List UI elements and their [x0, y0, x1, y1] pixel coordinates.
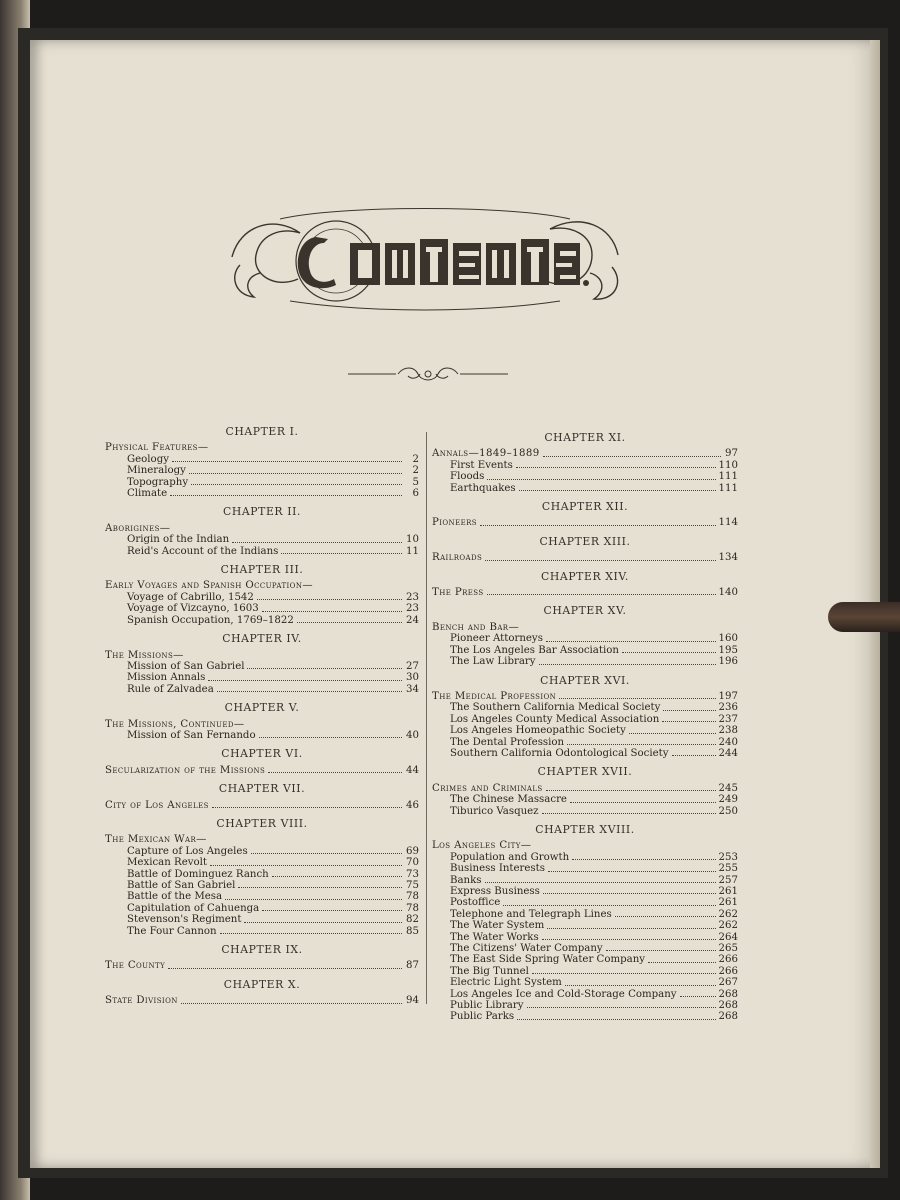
toc-entry-page: 262 [718, 920, 738, 932]
dot-leader [629, 733, 716, 734]
toc-entry-page: 23 [406, 591, 419, 603]
toc-entry [105, 995, 419, 1006]
toc-entry-page: 97 [725, 448, 738, 460]
bookmark-ribbon [828, 602, 900, 632]
toc-entry-title: The Medical Profession [432, 690, 557, 702]
section-heading: Los Angeles City— [432, 840, 532, 852]
toc-entry-title: Electric Light System [450, 977, 562, 989]
dot-leader [220, 933, 402, 934]
toc-entry-title: The Citizens' Water Company [450, 943, 603, 955]
dot-leader [487, 479, 715, 480]
chapter-heading: CHAPTER XVII. [537, 765, 633, 779]
toc-entry-page: 245 [718, 782, 738, 794]
toc-entry-page: 266 [718, 954, 738, 966]
toc-entry-title: Postoffice [450, 897, 501, 909]
toc-entry-title: Climate [127, 488, 168, 500]
dot-leader [543, 456, 721, 457]
section-heading: The Mexican War— [105, 834, 207, 846]
toc-entry-title: State Division [105, 995, 178, 1007]
toc-entry-page: 73 [406, 868, 419, 880]
toc-entry [105, 477, 419, 488]
chapter-heading: CHAPTER XIV. [541, 569, 629, 583]
toc-entry-page: 262 [718, 908, 738, 920]
toc-entry-page: 70 [406, 857, 419, 869]
toc-entry [105, 465, 419, 476]
toc-entry-title: Battle of the Mesa [127, 891, 223, 903]
toc-entry-title: Telephone and Telegraph Lines [450, 908, 612, 920]
toc-entry [105, 672, 419, 683]
toc-entry-title: Pioneers [432, 517, 477, 529]
toc-entry-page: 40 [406, 729, 419, 741]
toc-entry-page: 111 [718, 482, 738, 494]
section-heading: The Missions— [105, 649, 184, 661]
toc-entry-title: Stevenson's Regiment [127, 914, 242, 926]
toc-entry-page: 46 [406, 799, 419, 811]
dot-leader [559, 698, 715, 699]
dot-leader [542, 813, 716, 814]
toc-entry-page: 253 [718, 851, 738, 863]
toc-entry-title: Banks [450, 874, 482, 886]
toc-entry [105, 869, 419, 880]
dot-leader [232, 542, 402, 543]
toc-entry-page: 69 [406, 845, 419, 857]
dot-leader [680, 996, 716, 997]
toc-entry-title: Population and Growth [450, 851, 570, 863]
dot-leader [516, 467, 716, 468]
toc-left-column [105, 426, 419, 1007]
toc-entry-page: 268 [718, 1011, 738, 1023]
dot-leader [572, 859, 715, 860]
toc-entry-title: Mineralogy [127, 465, 186, 477]
dot-leader [546, 641, 716, 642]
chapter-heading: CHAPTER I. [225, 425, 299, 438]
toc-entry-title: Capitulation of Cahuenga [127, 902, 260, 914]
toc-entry [105, 454, 419, 465]
dot-leader [648, 962, 715, 963]
toc-entry-page: 75 [406, 880, 419, 891]
dot-leader [672, 755, 716, 756]
toc-entry-page: 267 [718, 977, 738, 989]
toc-entry-page: 2 [412, 465, 419, 477]
toc-entry [105, 615, 419, 626]
toc-entry-page: 78 [406, 902, 419, 914]
dot-leader [615, 916, 716, 917]
toc-entry-title: Topography [127, 476, 189, 488]
toc-entry [432, 954, 738, 965]
chapter-heading: CHAPTER V. [224, 701, 300, 715]
toc-entry-title: Mission of San Fernando [127, 729, 256, 741]
toc-entry [105, 603, 419, 614]
dot-leader [485, 560, 715, 561]
chapter-heading: CHAPTER II. [223, 505, 301, 519]
toc-entry-page: 94 [406, 995, 419, 1007]
toc-entry [105, 592, 419, 603]
toc-entry-title: Pioneer Attorneys [450, 633, 543, 645]
toc-entry [432, 943, 738, 954]
dot-leader [547, 928, 715, 929]
toc-entry [105, 534, 419, 545]
chapter-heading: CHAPTER XVI. [540, 673, 630, 687]
toc-entry-title: Crimes and Criminals [432, 782, 543, 794]
dot-leader [272, 876, 402, 877]
toc-entry-title: Tiburico Vasquez [450, 805, 539, 817]
chapter-heading: CHAPTER XVIII. [535, 822, 635, 836]
dot-leader [297, 622, 402, 623]
toc-entry [105, 960, 419, 971]
toc-entry-page: 268 [718, 988, 738, 1000]
toc-entry [105, 857, 419, 868]
toc-entry-page: 78 [406, 891, 419, 903]
toc-entry-page: 237 [718, 713, 738, 725]
toc-entry [432, 932, 738, 943]
toc-entry-page: 196 [718, 656, 738, 668]
toc-entry [105, 891, 419, 902]
toc-entry-title: Railroads [432, 552, 483, 564]
toc-entry [432, 806, 738, 817]
dot-leader [567, 744, 715, 745]
dot-leader [570, 802, 716, 803]
toc-right-column [432, 432, 738, 1023]
toc-entry [432, 552, 738, 563]
toc-entry-title: The East Side Spring Water Company [450, 954, 646, 966]
toc-entry-page: 114 [718, 517, 738, 529]
chapter-heading: CHAPTER IV. [222, 632, 302, 646]
toc-entry [432, 783, 738, 794]
toc-entry-title: Battle of San Gabriel [127, 880, 236, 891]
toc-entry-title: The County [105, 960, 166, 972]
toc-entry [105, 903, 419, 914]
dot-leader [181, 1003, 402, 1004]
toc-entry [105, 800, 419, 811]
toc-entry [105, 926, 419, 937]
toc-entry-title: Mission of San Gabriel [127, 660, 245, 672]
toc-entry-title: Express Business [450, 886, 540, 897]
dot-leader [247, 668, 402, 669]
dot-leader [257, 599, 402, 600]
dot-leader [251, 853, 402, 854]
chapter-heading: CHAPTER XII. [541, 500, 629, 514]
dot-leader [172, 461, 402, 462]
toc-entry-title: Los Angeles County Medical Association [450, 713, 660, 725]
toc-entry [432, 737, 738, 748]
toc-entry-title: Secularization of the Missions [105, 764, 266, 776]
dot-leader [217, 691, 402, 692]
toc-entry-page: 111 [718, 471, 738, 483]
toc-entry-page: 24 [406, 614, 419, 626]
toc-entry-title: Earthquakes [450, 482, 516, 494]
toc-entry-title: Mexican Revolt [127, 857, 207, 869]
toc-entry-page: 240 [718, 736, 738, 748]
dot-leader [262, 611, 402, 612]
toc-entry [105, 914, 419, 925]
chapter-heading: CHAPTER VII. [218, 782, 306, 796]
toc-entry-title: Rule of Zalvadea [127, 683, 214, 695]
toc-entry-page: 244 [718, 747, 738, 759]
dot-leader [527, 1007, 716, 1008]
toc-entry-title: Business Interests [450, 863, 545, 875]
dot-leader [543, 893, 716, 894]
toc-entry [432, 748, 738, 759]
dot-leader [262, 910, 402, 911]
toc-entry-page: 6 [412, 488, 419, 500]
dot-leader [170, 495, 402, 496]
chapter-heading: CHAPTER VI. [221, 747, 303, 761]
toc-entry-page: 249 [718, 794, 738, 806]
chapter-heading: CHAPTER X. [223, 977, 301, 991]
toc-entry [432, 645, 738, 656]
toc-entry-title: The Chinese Massacre [450, 794, 567, 806]
toc-entry-page: 261 [718, 897, 738, 909]
toc-entry-page: 266 [718, 965, 738, 977]
toc-entry [432, 517, 738, 528]
toc-entry-page: 197 [718, 690, 738, 702]
dot-leader [480, 525, 716, 526]
toc-entry-page: 5 [412, 476, 419, 488]
section-heading: Early Voyages and Spanish Occupation— [105, 580, 313, 592]
toc-entry-title: City of Los Angeles [105, 799, 209, 811]
dot-leader [532, 973, 716, 974]
toc-entry [432, 691, 738, 702]
toc-entry-title: The Los Angeles Bar Association [450, 644, 619, 656]
toc-entry [105, 488, 419, 499]
dot-leader [539, 664, 716, 665]
toc-entry [105, 684, 419, 695]
toc-entry-title: The Southern California Medical Society [450, 702, 661, 714]
toc-entry [432, 886, 738, 897]
dot-leader [485, 882, 716, 883]
dot-leader [622, 652, 716, 653]
toc-entry-page: 268 [718, 1000, 738, 1012]
chapter-heading: CHAPTER XIII. [539, 534, 631, 548]
toc-entry [432, 1011, 738, 1022]
section-heading: Aborigines— [105, 522, 171, 534]
toc-entry-title: Voyage of Vizcayno, 1603 [127, 603, 259, 615]
toc-entry-title: Geology [127, 453, 169, 465]
toc-entry [432, 656, 738, 667]
chapter-heading: CHAPTER IX. [221, 943, 303, 957]
toc-entry-page: 195 [718, 644, 738, 656]
chapter-heading: CHAPTER VIII. [216, 816, 308, 830]
toc-entry-page: 44 [406, 764, 419, 776]
toc-entry-title: The Big Tunnel [450, 965, 529, 977]
toc-entry [432, 587, 738, 598]
toc-entry-title: Capture of Los Angeles [127, 845, 248, 857]
dot-leader [225, 899, 402, 900]
toc-entry-title: Los Angeles Homeopathic Society [450, 725, 626, 737]
dot-leader [542, 939, 716, 940]
dot-leader [546, 790, 716, 791]
dot-leader [238, 887, 402, 888]
toc-entry [105, 765, 419, 776]
toc-entry-page: 264 [718, 931, 738, 943]
toc-entry-page: 250 [718, 805, 738, 817]
toc-entry-page: 10 [406, 534, 419, 546]
toc-entry-title: The Water Works [450, 931, 539, 943]
dot-leader [210, 865, 402, 866]
column-divider [426, 432, 427, 1004]
toc-entry-page: 236 [718, 702, 738, 714]
section-heading: Physical Features— [105, 442, 209, 454]
toc-entry [105, 880, 419, 891]
toc-entry-title: Origin of the Indian [127, 534, 230, 546]
toc-entry-page: 257 [718, 874, 738, 886]
toc-entry [432, 633, 738, 644]
toc-entry-title: Public Library [450, 1000, 524, 1012]
toc-entry-page: 85 [406, 925, 419, 937]
dot-leader [191, 484, 402, 485]
toc-entry-title: Mission Annals [127, 672, 206, 684]
toc-entry-title: The Press [432, 587, 484, 599]
toc-entry-title: Floods [450, 471, 485, 483]
section-heading: The Missions, Continued— [105, 718, 245, 730]
toc-entry [432, 909, 738, 920]
toc-entry [432, 977, 738, 988]
toc-entry [432, 460, 738, 471]
dot-leader [168, 968, 402, 969]
toc-entry-page: 11 [406, 545, 419, 557]
toc-entry [432, 702, 738, 713]
toc-entry-page: 140 [718, 587, 738, 599]
toc-entry [432, 897, 738, 908]
dot-leader [662, 721, 715, 722]
dot-leader [189, 473, 402, 474]
dot-leader [548, 871, 716, 872]
toc-entry [432, 794, 738, 805]
toc-entry-page: 23 [406, 603, 419, 615]
dot-leader [487, 594, 716, 595]
chapter-heading: CHAPTER XV. [543, 604, 627, 618]
toc-entry-title: First Events [450, 459, 513, 471]
toc-entry [105, 846, 419, 857]
toc-entry-title: Spanish Occupation, 1769–1822 [127, 614, 294, 626]
toc-entry [432, 714, 738, 725]
toc-entry-title: The Dental Profession [450, 736, 565, 748]
toc-entry-page: 265 [718, 943, 738, 955]
dot-leader [208, 680, 402, 681]
dot-leader [606, 950, 716, 951]
toc-entry [432, 471, 738, 482]
toc-entry-page: 255 [718, 863, 738, 875]
toc-entry [105, 546, 419, 557]
toc-entry-title: Annals—1849–1889 [432, 448, 540, 460]
toc-entry-page: 238 [718, 725, 738, 737]
dot-leader [503, 905, 715, 906]
toc-entry-page: 87 [406, 960, 419, 972]
dot-leader [281, 553, 402, 554]
toc-entry-title: Los Angeles Ice and Cold-Storage Company [450, 988, 677, 1000]
dot-leader [519, 490, 716, 491]
toc-entry [432, 1000, 738, 1011]
toc-entry [432, 863, 738, 874]
toc-entry-title: Reid's Account of the Indians [127, 545, 279, 557]
toc-entry-page: 34 [406, 683, 419, 695]
toc-entry-title: The Water System [450, 920, 545, 932]
dot-leader [565, 985, 716, 986]
toc-entry-page: 2 [412, 453, 419, 465]
toc-entry-page: 110 [718, 459, 738, 471]
chapter-heading: CHAPTER XI. [544, 431, 626, 444]
toc-entry [432, 875, 738, 886]
toc-entry [432, 448, 738, 459]
toc-entry-title: Public Parks [450, 1011, 515, 1023]
toc-entry [432, 966, 738, 977]
dot-leader [517, 1019, 715, 1020]
toc-entry-title: The Law Library [450, 656, 536, 668]
toc-entry [432, 725, 738, 736]
toc-entry-title: Southern California Odontological Society [450, 747, 669, 759]
toc-entry-page: 261 [718, 886, 738, 897]
dot-leader [268, 772, 402, 773]
toc-entry-title: The Four Cannon [127, 925, 217, 937]
title-divider-ornament [348, 364, 508, 384]
toc-entry [105, 661, 419, 672]
toc-entry [105, 730, 419, 741]
dot-leader [259, 737, 402, 738]
contents-title-ornament [220, 205, 630, 315]
dot-leader [663, 710, 715, 711]
dot-leader [244, 922, 402, 923]
toc-entry-page: 134 [718, 552, 738, 564]
section-heading: Bench and Bar— [432, 621, 520, 633]
toc-entry [432, 989, 738, 1000]
toc-entry-title: Battle of Dominguez Ranch [127, 868, 269, 880]
toc-entry [432, 483, 738, 494]
toc-entry [432, 920, 738, 931]
toc-entry-page: 82 [406, 914, 419, 926]
toc-entry [432, 852, 738, 863]
toc-entry-title: Voyage of Cabrillo, 1542 [127, 591, 254, 603]
chapter-heading: CHAPTER III. [220, 563, 304, 577]
dot-leader [212, 807, 402, 808]
toc-entry-page: 30 [406, 672, 419, 684]
toc-entry-page: 27 [406, 660, 419, 672]
toc-entry-page: 160 [718, 633, 738, 645]
